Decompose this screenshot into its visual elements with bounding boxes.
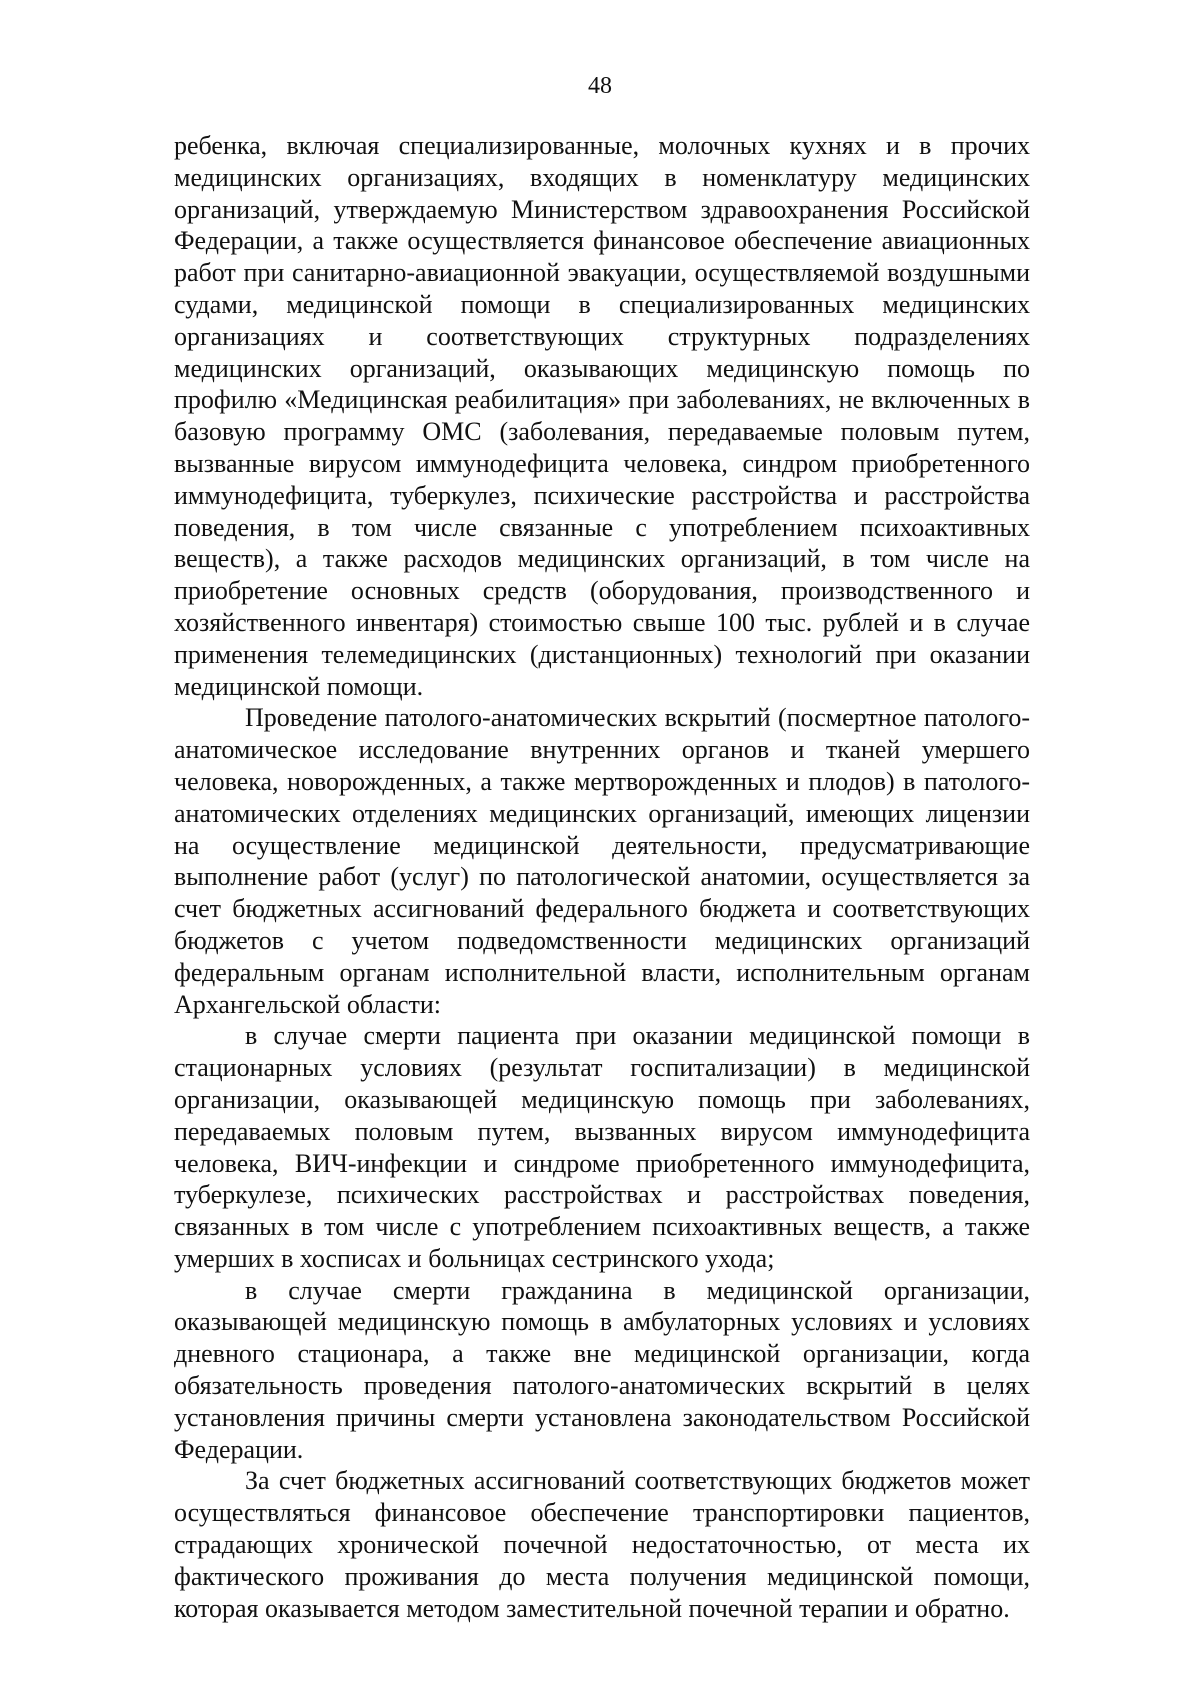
paragraph-inpatient-death: в случае смерти пациента при оказании медицинской помощи в стационарных условиях (результат госпитализации) в медицинской организации, оказывающей медицинскую помощь при заболеваниях, передаваемых половым путем, вызванных вирусом иммунодефицита человека, ВИЧ-инфекции и синдроме приобретенного иммунодефицита, туберкулезе, психических расстройствах и расстройствах поведения, связанных в том числе с употреблением психоактивных веществ, а также умерших в хосписах и больницах сестринского ухода; <box>174 1021 1030 1273</box>
paragraph-dialysis-transport: За счет бюджетных ассигнований соответствующих бюджетов может осуществляться финансовое обеспечение транспортировки пациентов, страдающих хронической почечной недостаточностью, от места их фактического проживания до места получения медицинской помощи, которая оказывается методом заместительной почечной терапии и обратно. <box>174 1466 1030 1623</box>
document-body <box>174 130 1030 1624</box>
paragraph-continuation: ребенка, включая специализированные, молочных кухнях и в прочих медицинских организациях, входящих в номенклатуру медицинских организаций, утверждаемую Министерством здравоохранения Российской Федерации, а также осуществляется финансовое обеспечение авиационных работ при санитарно-авиационной эвакуации, осуществляемой воздушными судами, медицинской помощи в специализированных медицинских организациях и соответствующих структурных подразделениях медицинских организаций, оказывающих медицинскую помощь по профилю «Медицинская реабилитация» при заболеваниях, не включенных в базовую программу ОМС (заболевания, передаваемые половым путем, вызванные вирусом иммунодефицита человека, синдром приобретенного иммунодефицита, туберкулез, психические расстройства и расстройства поведения, в том числе связанные с употреблением психоактивных веществ), а также расходов медицинских организаций, в том числе на приобретение основных средств (оборудования, производственного и хозяйственного инвентаря) стоимостью свыше 100 тыс. рублей и в случае применения телемедицинских (дистанционных) технологий при оказании медицинской помощи. <box>174 131 1030 701</box>
paragraph-outpatient-death: в случае смерти гражданина в медицинской организации, оказывающей медицинскую помощь в амбулаторных условиях и условиях дневного стационара, а также вне медицинской организации, когда обязательность проведения патолого-анатомических вскрытий в целях установления причины смерти установлена законодательством Российской Федерации. <box>174 1275 1030 1464</box>
paragraph-autopsy-funding: Проведение патолого-анатомических вскрытий (посмертное патолого-анатомическое исследование внутренних органов и тканей умершего человека, новорожденных, а также мертворожденных и плодов) в патолого-анатомических отделениях медицинских организаций, имеющих лицензии на осуществление медицинской деятельности, предусматривающие выполнение работ (услуг) по патологической анатомии, осуществляется за счет бюджетных ассигнований федерального бюджета и соответствующих бюджетов с учетом подведомственности медицинских организаций федеральным органам исполнительной власти, исполнительным органам Архангельской области: <box>174 703 1030 1019</box>
page-number: 48 <box>588 73 612 99</box>
